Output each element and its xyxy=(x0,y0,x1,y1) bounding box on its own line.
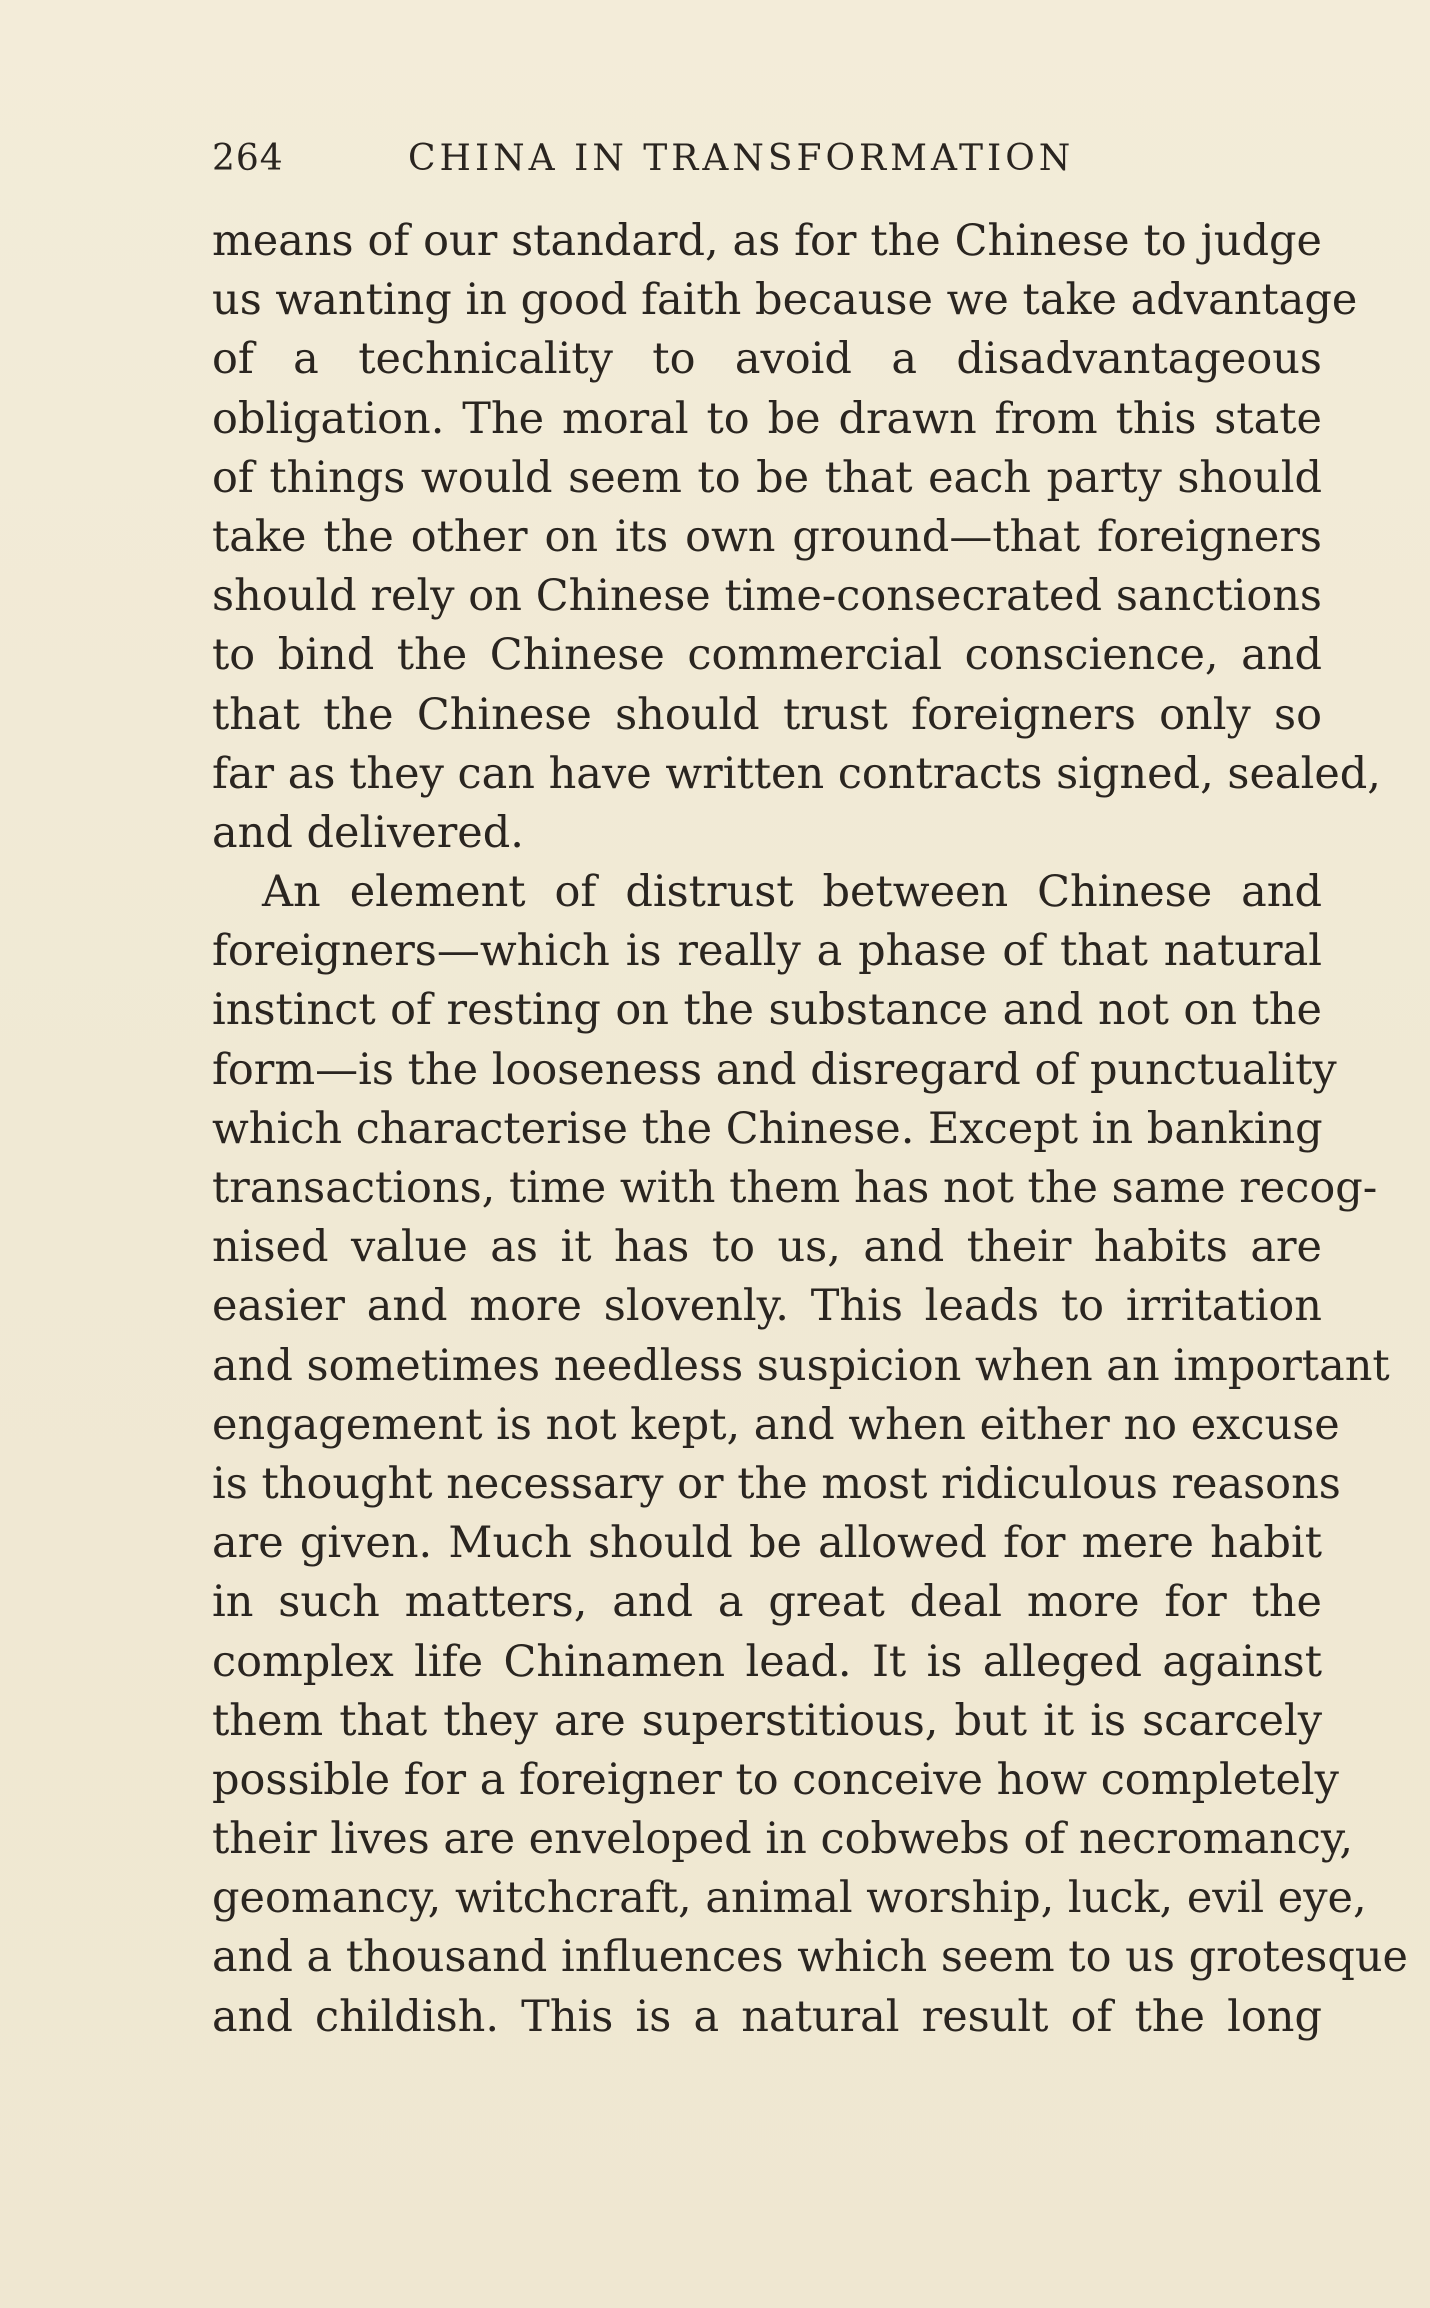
text-line: that the Chinese should trust foreigners only so xyxy=(212,689,1322,740)
text-line: them that they are superstitious, but it is scarcely xyxy=(212,1695,1322,1746)
text-line: of a technicality to avoid a disadvantageous xyxy=(212,334,1322,385)
text-line: form—is the looseness and disregard of punctuality xyxy=(212,1044,1337,1095)
text-line: instinct of resting on the substance and not on the xyxy=(212,985,1322,1036)
page-number: 264 xyxy=(212,138,284,179)
text-line: which characterise the Chinese. Except in banking xyxy=(212,1103,1323,1154)
text-line: is thought necessary or the most ridiculous reasons xyxy=(212,1458,1341,1509)
text-line: far as they can have written contracts signed, sealed, xyxy=(212,748,1381,799)
text-line: obligation. The moral to be drawn from this state xyxy=(212,393,1322,444)
text-line: to bind the Chinese commercial conscience, and xyxy=(212,630,1322,681)
text-line: are given. Much should be allowed for mere habit xyxy=(212,1518,1322,1569)
page-header xyxy=(212,138,1322,198)
text-line: complex life Chinamen lead. It is alleged against xyxy=(212,1636,1322,1687)
text-line: of things would seem to be that each party should xyxy=(212,452,1322,503)
text-line: possible for a foreigner to conceive how completely xyxy=(212,1754,1339,1805)
text-line: nised value as it has to us, and their habits are xyxy=(212,1222,1322,1273)
text-line: and sometimes needless suspicion when an important xyxy=(212,1340,1390,1391)
text-line: easier and more slovenly. This leads to irritation xyxy=(212,1281,1322,1332)
text-line: in such matters, and a great deal more for the xyxy=(212,1577,1322,1628)
text-line: and childish. This is a natural result of the long xyxy=(212,1991,1322,2042)
text-line: transactions, time with them has not the same recog- xyxy=(212,1163,1378,1213)
text-line: foreigners—which is really a phase of that natural xyxy=(212,926,1322,977)
text-line: engagement is not kept, and when either no excuse xyxy=(212,1399,1340,1450)
text-line: take the other on its own ground—that foreigners xyxy=(212,511,1322,562)
paragraph-end-line: and delivered. xyxy=(212,807,524,858)
text-line: and a thousand influences which seem to us grotesque xyxy=(212,1932,1409,1983)
running-title: CHINA IN TRANSFORMATION xyxy=(408,138,1075,179)
text-line: should rely on Chinese time-consecrated sanctions xyxy=(212,571,1322,622)
body-text xyxy=(212,212,1409,2047)
text-line: geomancy, witchcraft, animal worship, luck, evil eye, xyxy=(212,1873,1367,1924)
text-line: their lives are enveloped in cobwebs of necromancy, xyxy=(212,1814,1354,1865)
text-line: us wanting in good faith because we take advantage xyxy=(212,275,1358,326)
paragraph-start-line: An element of distrust between Chinese and xyxy=(262,867,1322,918)
text-line: means of our standard, as for the Chinese to judge xyxy=(212,216,1322,266)
